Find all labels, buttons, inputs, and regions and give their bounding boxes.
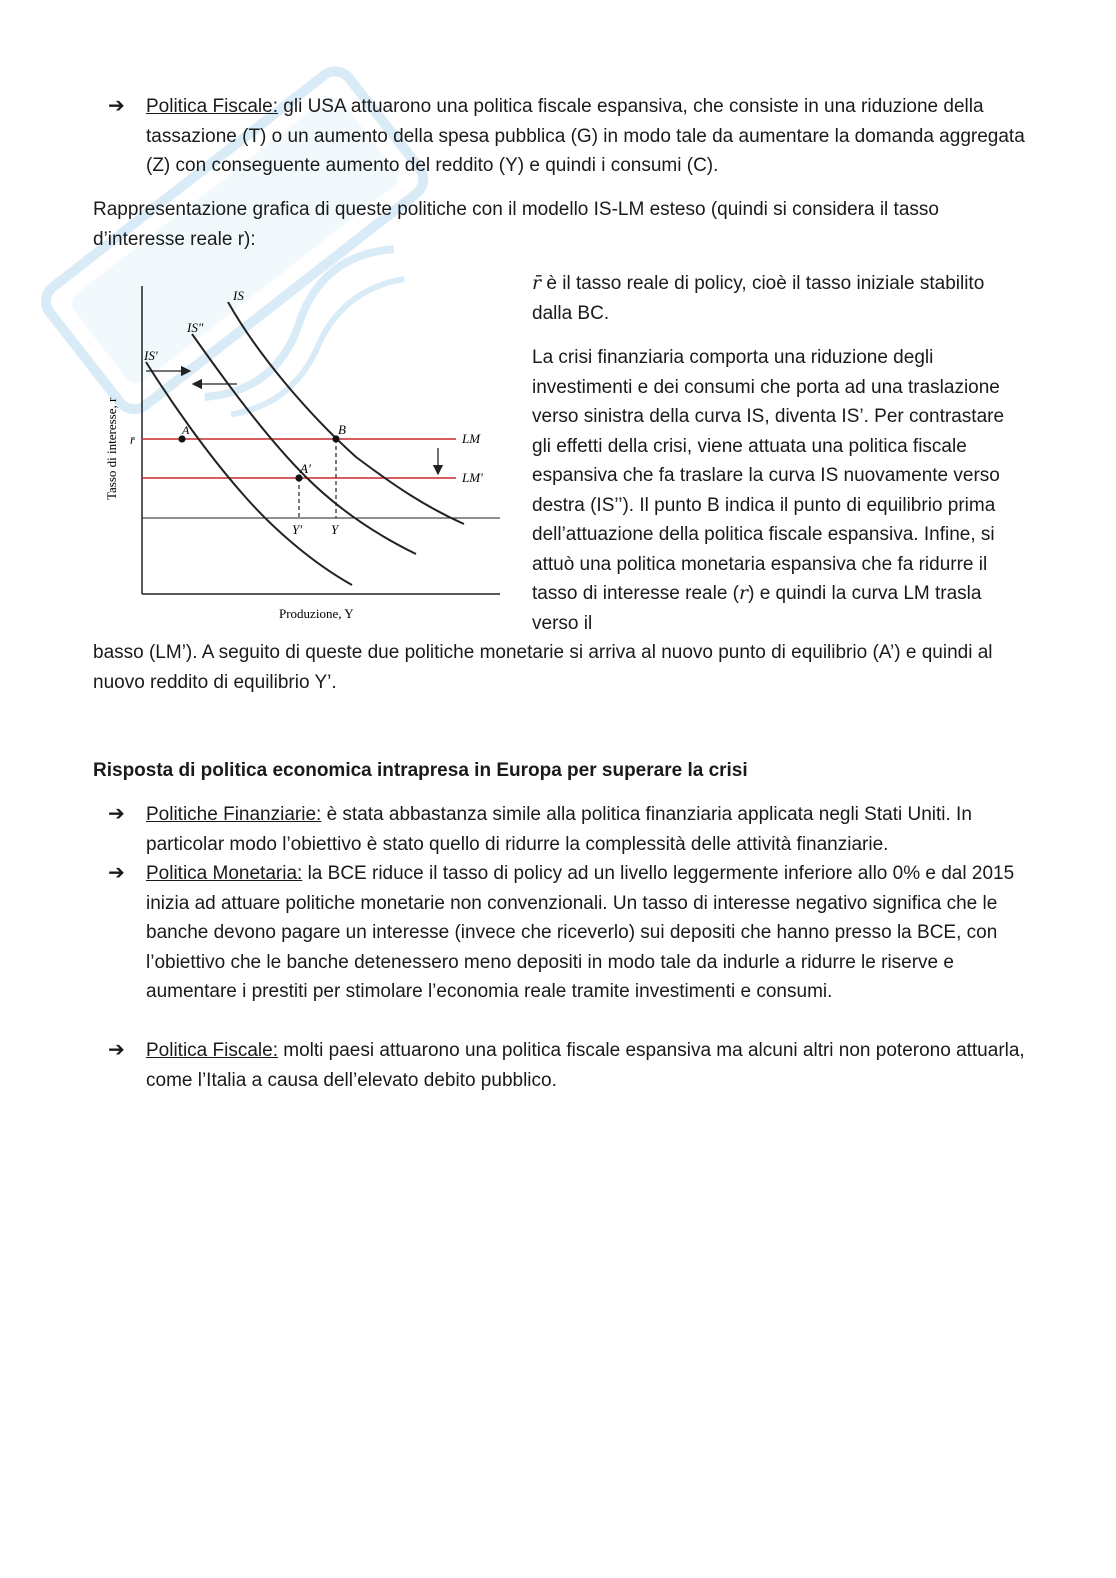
europe-item-fiscal-body: molti paesi attuarono una politica fiscale espansiva ma alcuni altri non poterono attuarla, come l’Italia a causa dell’elevato debito pubblico. (146, 1040, 1025, 1091)
label-point-a-prime: A' (300, 461, 311, 476)
arrow-bullet-icon: ➔ (108, 803, 125, 825)
us-fiscal-text (146, 92, 1028, 181)
explanation-p2-end: basso (LM’). A seguito di queste due politiche monetarie si arriva al nuovo punto di equilibrio (A’) e quindi al nuovo reddito di equilibrio Y’. (93, 642, 993, 693)
x-tick-y: Y (331, 522, 339, 537)
label-lm: LM (462, 431, 481, 446)
europe-item-fiscal-label: Politica Fiscale: (146, 1040, 278, 1061)
explanation-p1 (532, 269, 1022, 328)
explanation-p2-start: La crisi finanziaria comporta una riduzione degli investimenti e dei consumi che porta ad una traslazione verso sinistra della curva IS, diventa IS’. Per contrastare gli effetti della crisi, viene attuata una politica fiscale espansiva che fa traslare la curva IS nuovamente verso destra (IS’’). Il punto B indica il punto di equilibrio prima dell’attuazione della politica fiscale espansiva. Infine, si attuò una politica monetaria espansiva che fa ridurre il tasso di interesse reale ( (532, 347, 1005, 604)
arrow-bullet-icon: ➔ (108, 95, 125, 117)
label-point-a: B (338, 422, 346, 437)
europe-item-financial-body: è stata abbastanza simile alla politica finanziaria applicata negli Stati Uniti. In particolar modo l’obiettivo è stato quello di ridurre la complessità delle attività finanziarie. (146, 804, 972, 855)
europe-item-fiscal-text (146, 1036, 1028, 1095)
intro-graph-paragraph: Rappresentazione grafica di queste politiche con il modello IS-LM esteso (quindi si considera il tasso d’interesse reale r): (93, 199, 939, 250)
explanation-p2 (532, 343, 1022, 638)
is-curve (228, 302, 464, 524)
x-tick-y-prime: Y' (292, 522, 303, 537)
is-double-prime-curve (192, 334, 416, 554)
arrow-bullet-icon: ➔ (108, 862, 125, 884)
y-axis-label: Tasso di interesse, r (104, 397, 119, 500)
x-axis-label: Produzione, Y (279, 606, 354, 621)
europe-item-monetary-body: la BCE riduce il tasso di policy ad un livello leggermente inferiore allo 0% e dal 2015 inizia ad attuare politiche monetarie non convenzionali. Un tasso di interesse negativo significa che le banche devono pagare un interesse (invece che riceverlo) sui depositi che hanno presso la BCE, con l’obiettivo che le banche detenessero meno depositi in modo tale da indurle a ridurre le riserve e aumentare i prestiti per stimolare l’economia reale tramite investimenti e consumi. (146, 863, 1015, 1002)
us-fiscal-bullet (108, 92, 1028, 181)
europe-item-financial (108, 800, 1028, 859)
r-symbol: r (739, 582, 749, 604)
label-lm-prime: LM' (462, 470, 483, 485)
europe-item-monetary (108, 859, 1028, 1007)
explanation-p2-mid: ) e quindi la curva LM trasla verso il (532, 583, 982, 634)
europe-item-monetary-label: Politica Monetaria: (146, 863, 303, 884)
rbar-symbol: r̄ (532, 272, 542, 294)
label-is-prime: IS' (144, 348, 158, 363)
is-prime-curve (146, 362, 352, 585)
europe-item-monetary-text (146, 859, 1028, 1007)
is-lm-chart (96, 272, 508, 628)
europe-item-financial-label: Politiche Finanziarie: (146, 804, 322, 825)
label-point-b: A (182, 423, 190, 437)
us-fiscal-body: gli USA attuarono una politica fiscale espansiva, che consiste in una riduzione della tassazione (T) o un aumento della spesa pubblica (G) in modo tale da aumentare la domanda aggregata (Z) con conseguente aumento del reddito (Y) e quindi i consumi (C). (146, 96, 1025, 176)
europe-item-financial-text (146, 800, 1028, 859)
y-tick-rbar: r̄ (130, 433, 135, 447)
arrow-bullet-icon: ➔ (108, 1039, 125, 1061)
us-fiscal-label: Politica Fiscale: (146, 96, 278, 117)
explanation-p1-text: è il tasso reale di policy, cioè il tasso iniziale stabilito dalla BC. (532, 273, 985, 324)
label-is-double-prime: IS" (187, 320, 204, 335)
label-is: IS (233, 288, 244, 303)
europe-item-fiscal (108, 1036, 1028, 1095)
europe-heading: Risposta di politica economica intrapresa in Europa per superare la crisi (93, 760, 748, 781)
